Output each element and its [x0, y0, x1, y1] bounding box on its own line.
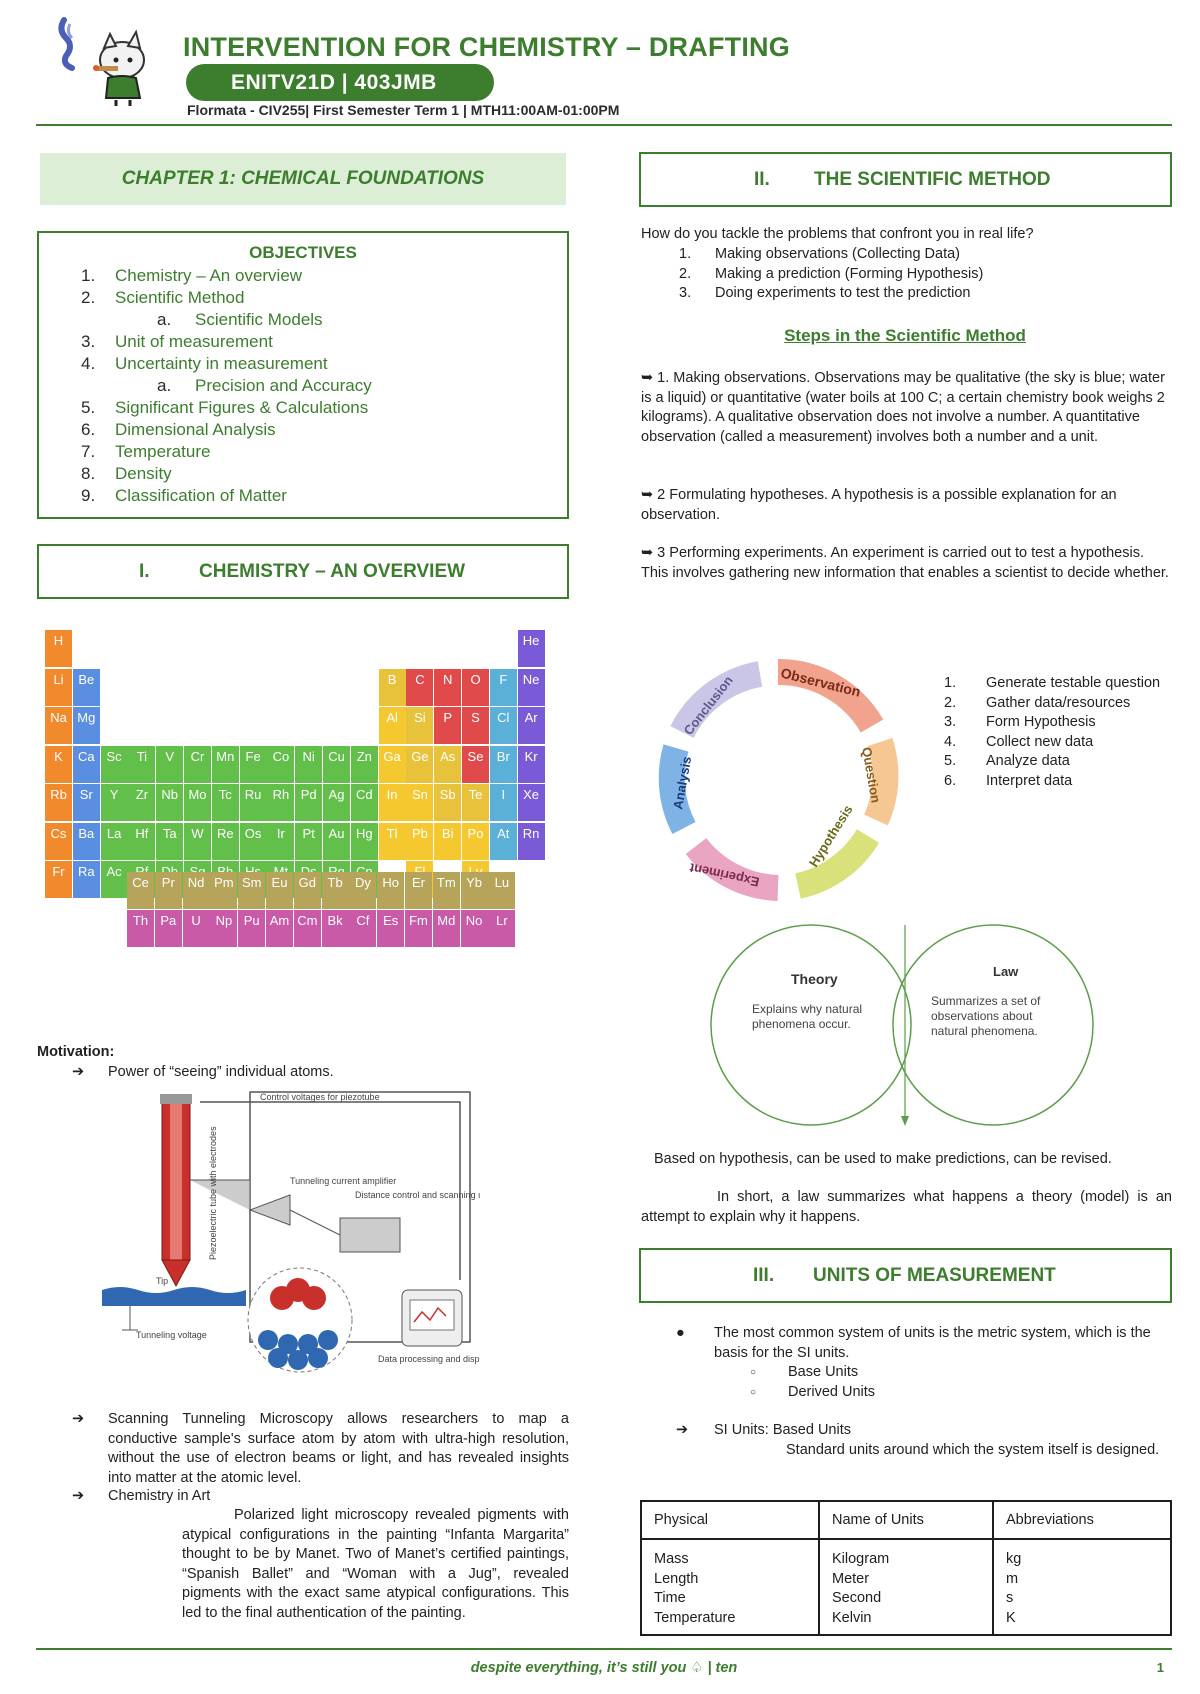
document-title: INTERVENTION FOR CHEMISTRY – DRAFTING	[183, 32, 790, 62]
intro-list	[641, 245, 983, 304]
element-cell: S	[462, 707, 489, 744]
element-cell: Ca	[73, 746, 100, 783]
element-cell: Os	[240, 823, 267, 860]
list-item: 4. Uncertainty in measurement	[81, 354, 328, 373]
venn-caption: Based on hypothesis, can be used to make predictions, can be revised.	[654, 1151, 1112, 1167]
stm-label-distance: Distance control and scanning unit	[355, 1190, 480, 1200]
element-cell: Re	[212, 823, 239, 860]
element-cell: Ba	[73, 823, 100, 860]
steps-title: Steps in the Scientific Method	[784, 326, 1026, 345]
list-item: 9. Classification of Matter	[81, 486, 287, 505]
element-cell: K	[45, 746, 72, 783]
element-cell: Sr	[73, 784, 100, 821]
element-cell: Cm	[294, 910, 321, 947]
stm-paragraph: ➔ Scanning Tunneling Microscopy allows researchers to map a conductive sample's surface atom by atom with ultra-high resolution, without the use of electron beams or light, and has revealed insights into matter at the atomic level.	[72, 1410, 569, 1488]
element-cell: Ni	[295, 746, 322, 783]
units-sub-2: ○ Derived Units	[750, 1383, 875, 1403]
element-cell: C	[406, 669, 433, 706]
element-cell: Zn	[351, 746, 378, 783]
table-row	[641, 1539, 1171, 1635]
table-cell: kg m s K	[993, 1539, 1171, 1635]
si-text: Standard units around which the system itself is designed.	[786, 1442, 1160, 1458]
stm-label-processing: Data processing and display	[378, 1354, 480, 1364]
mascot-logo	[56, 16, 166, 108]
units-bullet: ● The most common system of units is the metric system, which is the basis for the SI units.	[676, 1324, 1172, 1363]
list-item: 4. Collect new data	[944, 733, 1094, 750]
element-cell: Si	[406, 707, 433, 744]
element-cell: Kr	[518, 746, 545, 783]
element-cell: Zr	[128, 784, 155, 821]
element-cell: Es	[377, 910, 404, 947]
element-cell: Li	[45, 669, 72, 706]
element-cell: Al	[379, 707, 406, 744]
element-cell: Br	[490, 746, 517, 783]
units-sub-1: ○ Base Units	[750, 1363, 858, 1383]
list-item: a. Precision and Accuracy	[157, 376, 372, 395]
element-cell: As	[434, 746, 461, 783]
list-item: 2. Making a prediction (Forming Hypothesis)	[679, 265, 984, 282]
element-cell: Ne	[518, 669, 545, 706]
objectives-list	[81, 265, 567, 507]
element-cell: Tm	[433, 872, 460, 909]
arrow-icon: ➔	[72, 1411, 85, 1427]
element-cell: Ra	[73, 861, 100, 898]
list-item: 7. Temperature	[81, 442, 211, 461]
element-cell: Fe	[240, 746, 267, 783]
header-divider	[36, 124, 1172, 126]
element-cell: Pr	[155, 872, 182, 909]
element-cell: W	[184, 823, 211, 860]
cycle-question: Question	[859, 745, 884, 805]
element-cell: Rb	[45, 784, 72, 821]
element-cell: Cr	[184, 746, 211, 783]
list-item: 8. Density	[81, 464, 172, 483]
element-cell: Pd	[295, 784, 322, 821]
element-cell: La	[101, 823, 128, 860]
theory-law-venn	[705, 920, 1105, 1135]
bullet-icon: ●	[676, 1325, 685, 1341]
list-item: 1. Chemistry – An overview	[81, 266, 303, 285]
element-cell: Sm	[238, 872, 265, 909]
element-cell: B	[379, 669, 406, 706]
element-cell: Lu	[488, 872, 515, 909]
element-cell: Xe	[518, 784, 545, 821]
element-cell: Cf	[349, 910, 376, 947]
motivation-label: Motivation:	[37, 1044, 115, 1060]
element-cell: Ta	[156, 823, 183, 860]
list-item: 5. Analyze data	[944, 753, 1070, 769]
list-item: 6. Dimensional Analysis	[81, 420, 276, 439]
circle-bullet-icon: ○	[750, 1387, 757, 1398]
step-2: ➥ 2 Formulating hypotheses. A hypothesis is a possible explanation for an observation.	[641, 487, 1117, 523]
list-item: 3. Unit of measurement	[81, 332, 273, 351]
element-cell: Hg	[351, 823, 378, 860]
scientific-intro: How do you tackle the problems that confront you in real life?	[641, 226, 1034, 242]
motivation-item: ➔ Power of “seeing” individual atoms.	[72, 1063, 334, 1083]
element-cell: Pt	[295, 823, 322, 860]
si-label: ➔ SI Units: Based Units	[676, 1421, 851, 1441]
element-cell: Mg	[73, 707, 100, 744]
element-cell: At	[490, 823, 517, 860]
element-cell: H	[45, 630, 72, 667]
footer-text: despite everything, it’s still you ♤ | ten	[470, 1660, 738, 1676]
element-cell: Ir	[267, 823, 294, 860]
element-cell: N	[434, 669, 461, 706]
section-heading-units: III. UNITS OF MEASUREMENT	[639, 1248, 1172, 1303]
element-cell: Ru	[240, 784, 267, 821]
stm-label-voltage: Tunneling voltage	[136, 1330, 207, 1340]
element-cell: Mo	[184, 784, 211, 821]
objectives-heading: OBJECTIVES	[249, 243, 357, 262]
cycle-analysis: Analysis	[670, 755, 695, 811]
periodic-table	[45, 630, 565, 928]
footer-divider	[36, 1648, 1172, 1650]
element-cell: Md	[433, 910, 460, 947]
cycle-list	[944, 674, 1172, 791]
cycle-conclusion: Conclusion	[680, 672, 736, 738]
element-cell: Rh	[267, 784, 294, 821]
stm-label-piezo: Piezoelectric tube with electrodes	[208, 1126, 218, 1260]
element-cell: Lr	[488, 910, 515, 947]
list-item: 3. Form Hypothesis	[944, 714, 1096, 730]
list-item: 2. Gather data/resources	[944, 694, 1131, 711]
page-number: 1	[1156, 1660, 1164, 1675]
arrow-icon: ➔	[72, 1488, 85, 1504]
element-cell: Nb	[156, 784, 183, 821]
element-cell: Ce	[127, 872, 154, 909]
element-cell: Cu	[323, 746, 350, 783]
element-cell: Fm	[405, 910, 432, 947]
element-cell: Ga	[379, 746, 406, 783]
venn-law-title: Law	[993, 964, 1019, 979]
element-cell: Cl	[490, 707, 517, 744]
element-cell: Cd	[351, 784, 378, 821]
element-cell: Dy	[349, 872, 376, 909]
element-cell: Pu	[238, 910, 265, 947]
chapter-banner: CHAPTER 1: CHEMICAL FOUNDATIONS	[40, 153, 566, 205]
element-cell: Tl	[379, 823, 406, 860]
element-cell: Np	[210, 910, 237, 947]
element-cell: Ar	[518, 707, 545, 744]
arrow-icon: ➔	[72, 1064, 85, 1080]
element-cell: Er	[405, 872, 432, 909]
element-cell: Ag	[323, 784, 350, 821]
element-cell: Po	[462, 823, 489, 860]
element-cell: Pm	[210, 872, 237, 909]
element-cell: In	[379, 784, 406, 821]
law-theory-summary: In short, a law summarizes what happens a theory (model) is an attempt to explain why it happens.	[641, 1189, 1172, 1225]
element-cell: F	[490, 669, 517, 706]
element-cell: Fr	[45, 861, 72, 898]
element-cell: Co	[267, 746, 294, 783]
element-cell: Nd	[183, 872, 210, 909]
arrow-icon: ➔	[676, 1422, 689, 1438]
element-cell: Am	[266, 910, 293, 947]
element-cell: Th	[127, 910, 154, 947]
element-cell: Bk	[322, 910, 349, 947]
element-cell: Se	[462, 746, 489, 783]
stm-label-control: Control voltages for piezotube	[260, 1092, 380, 1102]
step-3: ➥ 3 Performing experiments. An experiment is carried out to test a hypothesis. This involves gathering new information that enables a scientist to decide whether.	[641, 545, 1169, 581]
element-cell: Te	[462, 784, 489, 821]
circle-bullet-icon: ○	[750, 1367, 757, 1378]
element-cell: Y	[101, 784, 128, 821]
element-cell: Bi	[434, 823, 461, 860]
stm-diagram	[100, 1090, 480, 1380]
units-table	[640, 1500, 1172, 1636]
element-cell: Sn	[406, 784, 433, 821]
venn-theory-title: Theory	[791, 971, 838, 987]
list-item: 6. Interpret data	[944, 772, 1073, 789]
section-heading-overview: I. CHEMISTRY – AN OVERVIEW	[37, 544, 569, 599]
list-item: 1. Generate testable question	[944, 675, 1161, 691]
list-item: 2. Scientific Method	[81, 288, 245, 307]
element-cell: Au	[323, 823, 350, 860]
table-cell: Mass Length Time Temperature	[641, 1539, 819, 1635]
element-cell: U	[183, 910, 210, 947]
list-item: 3. Doing experiments to test the prediction	[679, 285, 971, 301]
element-cell: Yb	[461, 872, 488, 909]
objectives-box	[37, 231, 569, 519]
table-header: Physical	[641, 1501, 819, 1539]
element-cell: Tb	[322, 872, 349, 909]
scientific-cycle-diagram	[648, 650, 908, 910]
art-label: ➔ Chemistry in Art	[72, 1487, 210, 1507]
table-cell: Kilogram Meter Second Kelvin	[819, 1539, 993, 1635]
element-cell: O	[462, 669, 489, 706]
cycle-observation: Observation	[779, 664, 863, 700]
element-cell: Sc	[101, 746, 128, 783]
step-1: ➥ 1. Making observations. Observations may be qualitative (the sky is blue; water is a liquid) or quantitative (water boils at 100 C; a certain chemistry book weighs 2 kilograms). A qualitative observation does not involve a number. A quantitative observation (called a measurement) involves both a number and a unit.	[641, 370, 1165, 445]
list-item: 1. Making observations (Collecting Data)	[679, 246, 960, 262]
stm-label-amplifier: Tunneling current amplifier	[290, 1176, 397, 1186]
element-cell: V	[156, 746, 183, 783]
element-cell: Hf	[128, 823, 155, 860]
element-cell: Eu	[266, 872, 293, 909]
element-cell: Ho	[377, 872, 404, 909]
element-cell: Ti	[128, 746, 155, 783]
list-item: a. Scientific Models	[157, 310, 323, 329]
venn-theory-text: Explains why natural phenomena occur.	[752, 1002, 863, 1031]
element-cell: I	[490, 784, 517, 821]
element-cell: Ge	[406, 746, 433, 783]
element-cell: P	[434, 707, 461, 744]
element-cell: Sb	[434, 784, 461, 821]
element-cell: Gd	[294, 872, 321, 909]
table-header: Name of Units	[819, 1501, 993, 1539]
venn-law-text: Summarizes a set of observations about natural phenomena.	[931, 994, 1041, 1038]
table-header-row	[641, 1501, 1171, 1539]
element-cell: Na	[45, 707, 72, 744]
element-cell: Tc	[212, 784, 239, 821]
list-item: 5. Significant Figures & Calculations	[81, 398, 369, 417]
element-cell: Pa	[155, 910, 182, 947]
element-cell: Cs	[45, 823, 72, 860]
element-cell: Ac	[101, 861, 128, 898]
stm-label-tip: Tip	[156, 1276, 169, 1286]
element-cell: Rn	[518, 823, 545, 860]
art-paragraph: Polarized light microscopy revealed pigments with atypical configurations in the painting “Infanta Margarita” thought to be by Manet. Two of Manet’s certified paintings, “Spanish Ballet” and “Woman with a Jug”, revealed pigments with the exact same atypical configurations. This led to the final authentication of the painting.	[182, 1507, 569, 1621]
element-cell: He	[518, 630, 545, 667]
course-code-badge: ENITV21D | 403JMB	[186, 64, 494, 101]
element-cell: Mn	[212, 746, 239, 783]
cycle-experiment: Experiment	[688, 860, 761, 890]
element-cell: Pb	[406, 823, 433, 860]
cycle-hypothesis: Hypothesis	[805, 802, 856, 870]
element-cell: No	[461, 910, 488, 947]
table-header: Abbreviations	[993, 1501, 1171, 1539]
section-heading-scientific-method: II. THE SCIENTIFIC METHOD	[639, 152, 1172, 207]
course-subline: Flormata - CIV255| First Semester Term 1 | MTH11:00AM-01:00PM	[187, 102, 620, 118]
element-cell: Be	[73, 669, 100, 706]
